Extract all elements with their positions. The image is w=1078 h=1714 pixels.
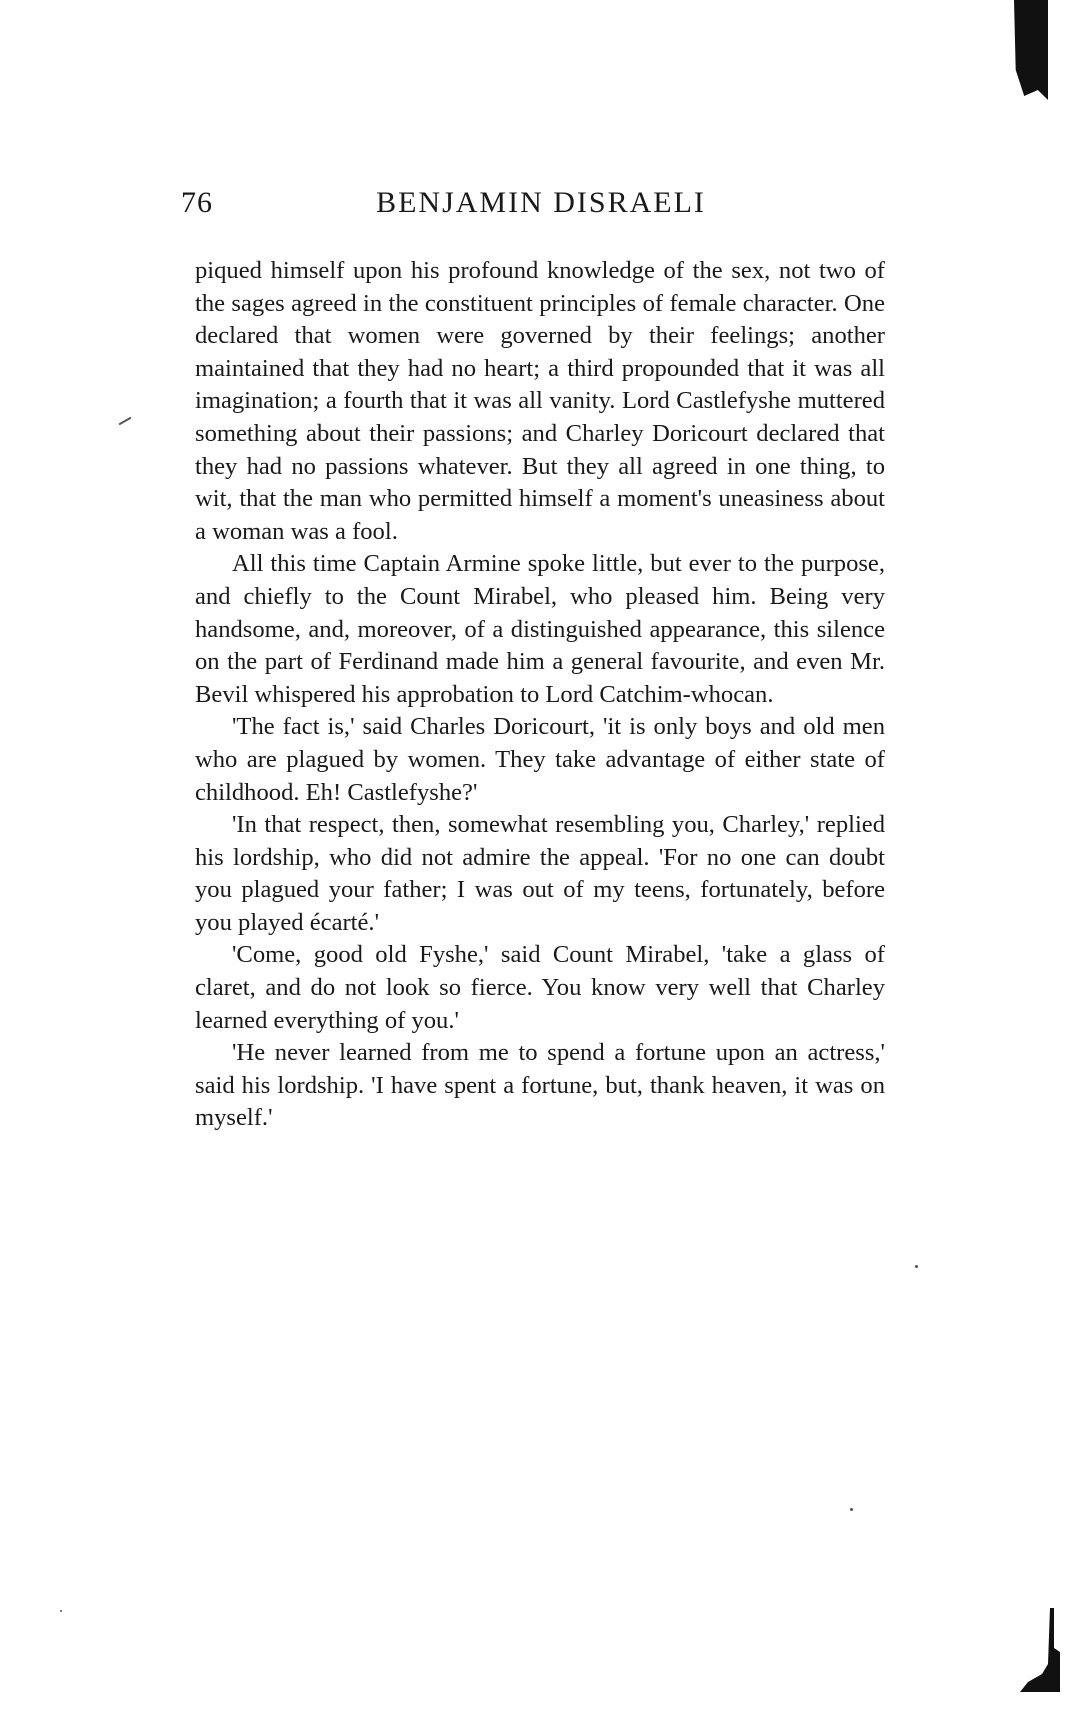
paragraph: 'Come, good old Fyshe,' said Count Mirabel, 'take a glass of claret, and do not look so fierce. You know very well that Charley learned everything of you.' (195, 941, 885, 1034)
paragraph: piqued himself upon his profound knowledge of the sex, not two of the sages agreed in the constituent principles of female character. One declared that women were governed by their feelings; another maintained that they had no heart; a third propounded that it was all imagination; a fourth that it was all vanity. Lord Castlefyshe muttered something about their passions; and Charley Doricourt declared that they had no passions whatever. But they all agreed in one thing, to wit, that the man who permitted himself a moment's uneasiness about a woman was a fool. (195, 257, 885, 545)
page-number: 76 (181, 186, 213, 219)
scan-speck (850, 1508, 853, 1511)
paragraph: 'He never learned from me to spend a fortune upon an actress,' said his lordship. 'I have spent a fortune, but, thank heaven, it was on myself.' (195, 1039, 885, 1132)
paragraph: 'The fact is,' said Charles Doricourt, 'it is only boys and old men who are plagued by women. They take advantage of either state of childhood. Eh! Castlefyshe?' (195, 713, 885, 806)
paragraph: All this time Captain Armine spoke little, but ever to the purpose, and chiefly to the Count Mirabel, who pleased him. Being very handsome, and, moreover, of a distinguished appearance, this silence on the part of Ferdinand made him a general favourite, and even Mr. Bevil whispered his approbation to Lord Catchim-whocan. (195, 550, 885, 708)
scan-corner-mark (1020, 1608, 1066, 1692)
running-head (181, 186, 901, 230)
body-text (195, 255, 885, 1135)
book-title: BENJAMIN DISRAELI (376, 186, 706, 219)
paragraph: 'In that respect, then, somewhat resembling you, Charley,' replied his lordship, who did not admire the appeal. 'For no one can doubt you plagued your father; I was out of my teens, fortunately, before you played écarté.' (195, 811, 885, 936)
scan-speck (60, 1610, 62, 1612)
scan-speck (915, 1265, 918, 1268)
scan-speck (118, 417, 131, 426)
scan-edge-mark (1014, 0, 1048, 100)
